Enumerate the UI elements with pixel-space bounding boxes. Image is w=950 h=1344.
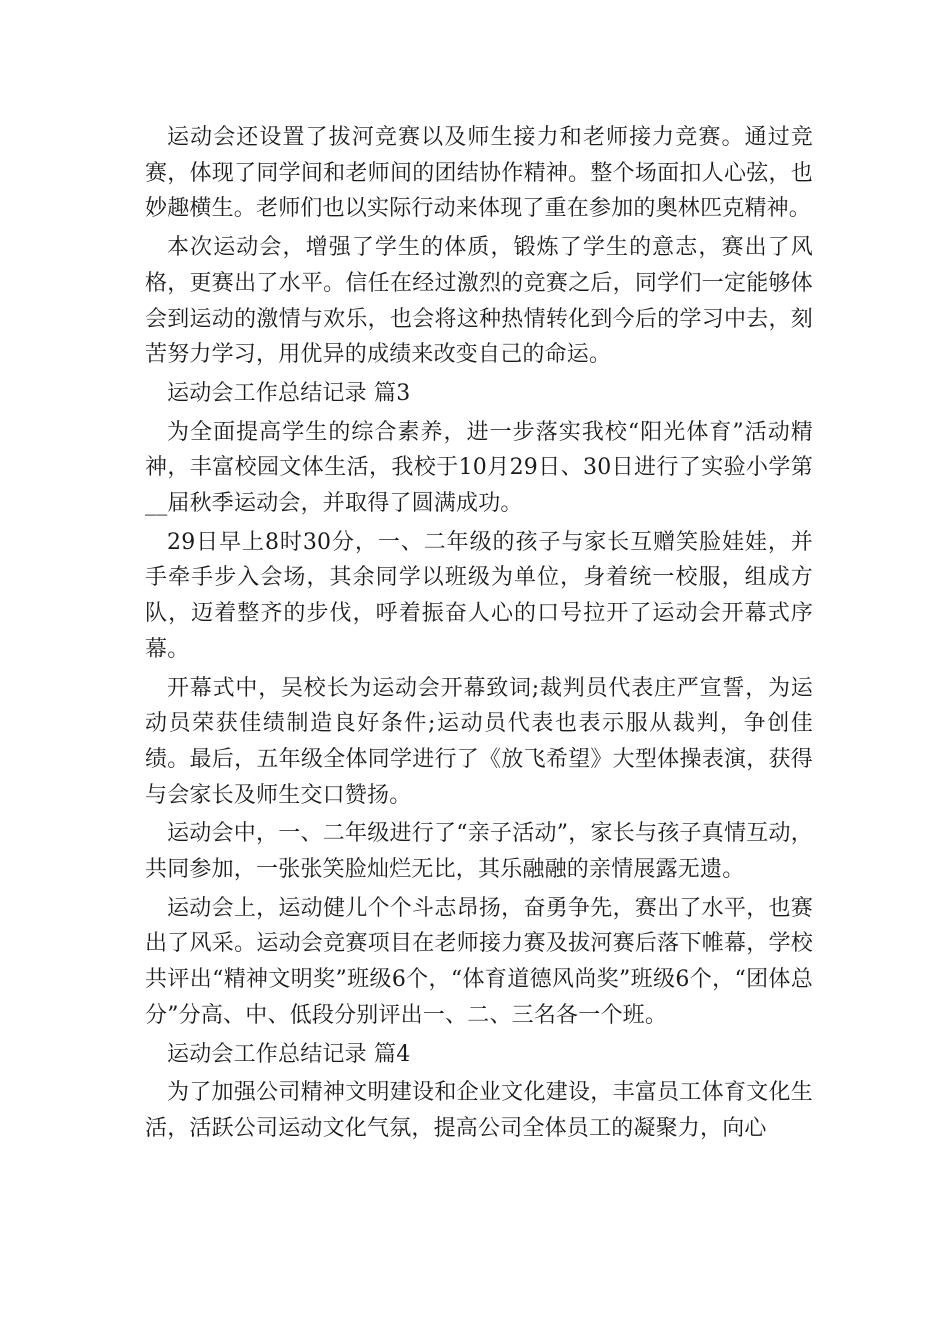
document-body bbox=[145, 120, 813, 1150]
paragraph: 运动会中，一、二年级进行了“亲子活动”，家长与孩子真情互动，共同参加，一张张笑脸灿烂无比，其乐融融的亲情展露无遗。 bbox=[145, 821, 813, 883]
paragraph: 为全面提高学生的综合素养，进一步落实我校“阳光体育”活动精神，丰富校园文体生活，我校于10月29日、30日进行了实验小学第__届秋季运动会，并取得了圆满成功。 bbox=[145, 419, 813, 517]
paragraph: 运动会还设置了拔河竞赛以及师生接力和老师接力竞赛。通过竞赛，体现了同学间和老师间的团结协作精神。整个场面扣人心弦，也妙趣横生。老师们也以实际行动来体现了重在参加的奥林匹克精神。 bbox=[145, 125, 813, 222]
paragraph: 29日早上8时30分，一、二年级的孩子与家长互赠笑脸娃娃，并手牵手步入会场，其余同学以班级为单位，身着统一校服，组成方队，迈着整齐的步伐，呼着振奋人心的口号拉开了运动会开幕式序幕。 bbox=[145, 529, 813, 662]
paragraph: 本次运动会，增强了学生的体质，锻炼了学生的意志，赛出了风格，更赛出了水平。信任在经过激烈的竞赛之后，同学们一定能够体会到运动的激情与欢乐，也会将这种热情转化到今后的学习中去，刻苦努力学习，用优异的成绩来改变自己的命运。 bbox=[145, 235, 813, 368]
section-heading: 运动会工作总结记录 篇3 bbox=[167, 380, 411, 406]
paragraph: 为了加强公司精神文明建设和企业文化建设，丰富员工体育文化生活，活跃公司运动文化气氛，提高公司全体员工的凝聚力，向心 bbox=[145, 1080, 813, 1141]
section-heading: 运动会工作总结记录 篇4 bbox=[167, 1041, 411, 1067]
paragraph: 开幕式中，吴校长为运动会开幕致词;裁判员代表庄严宣誓，为运动员荣获佳绩制造良好条件;运动员代表也表示服从裁判，争创佳绩。最后，五年级全体同学进行了《放飞希望》大型体操表演，获得与会家长及师生交口赞扬。 bbox=[145, 675, 813, 808]
paragraph: 运动会上，运动健儿个个斗志昂扬，奋勇争先，赛出了水平，也赛出了风采。运动会竞赛项目在老师接力赛及拔河赛后落下帷幕，学校共评出“精神文明奖”班级6个，“体育道德风尚奖”班级6个，“团体总分”分高、中、低段分别评出一、二、三名各一个班。 bbox=[145, 895, 813, 1028]
